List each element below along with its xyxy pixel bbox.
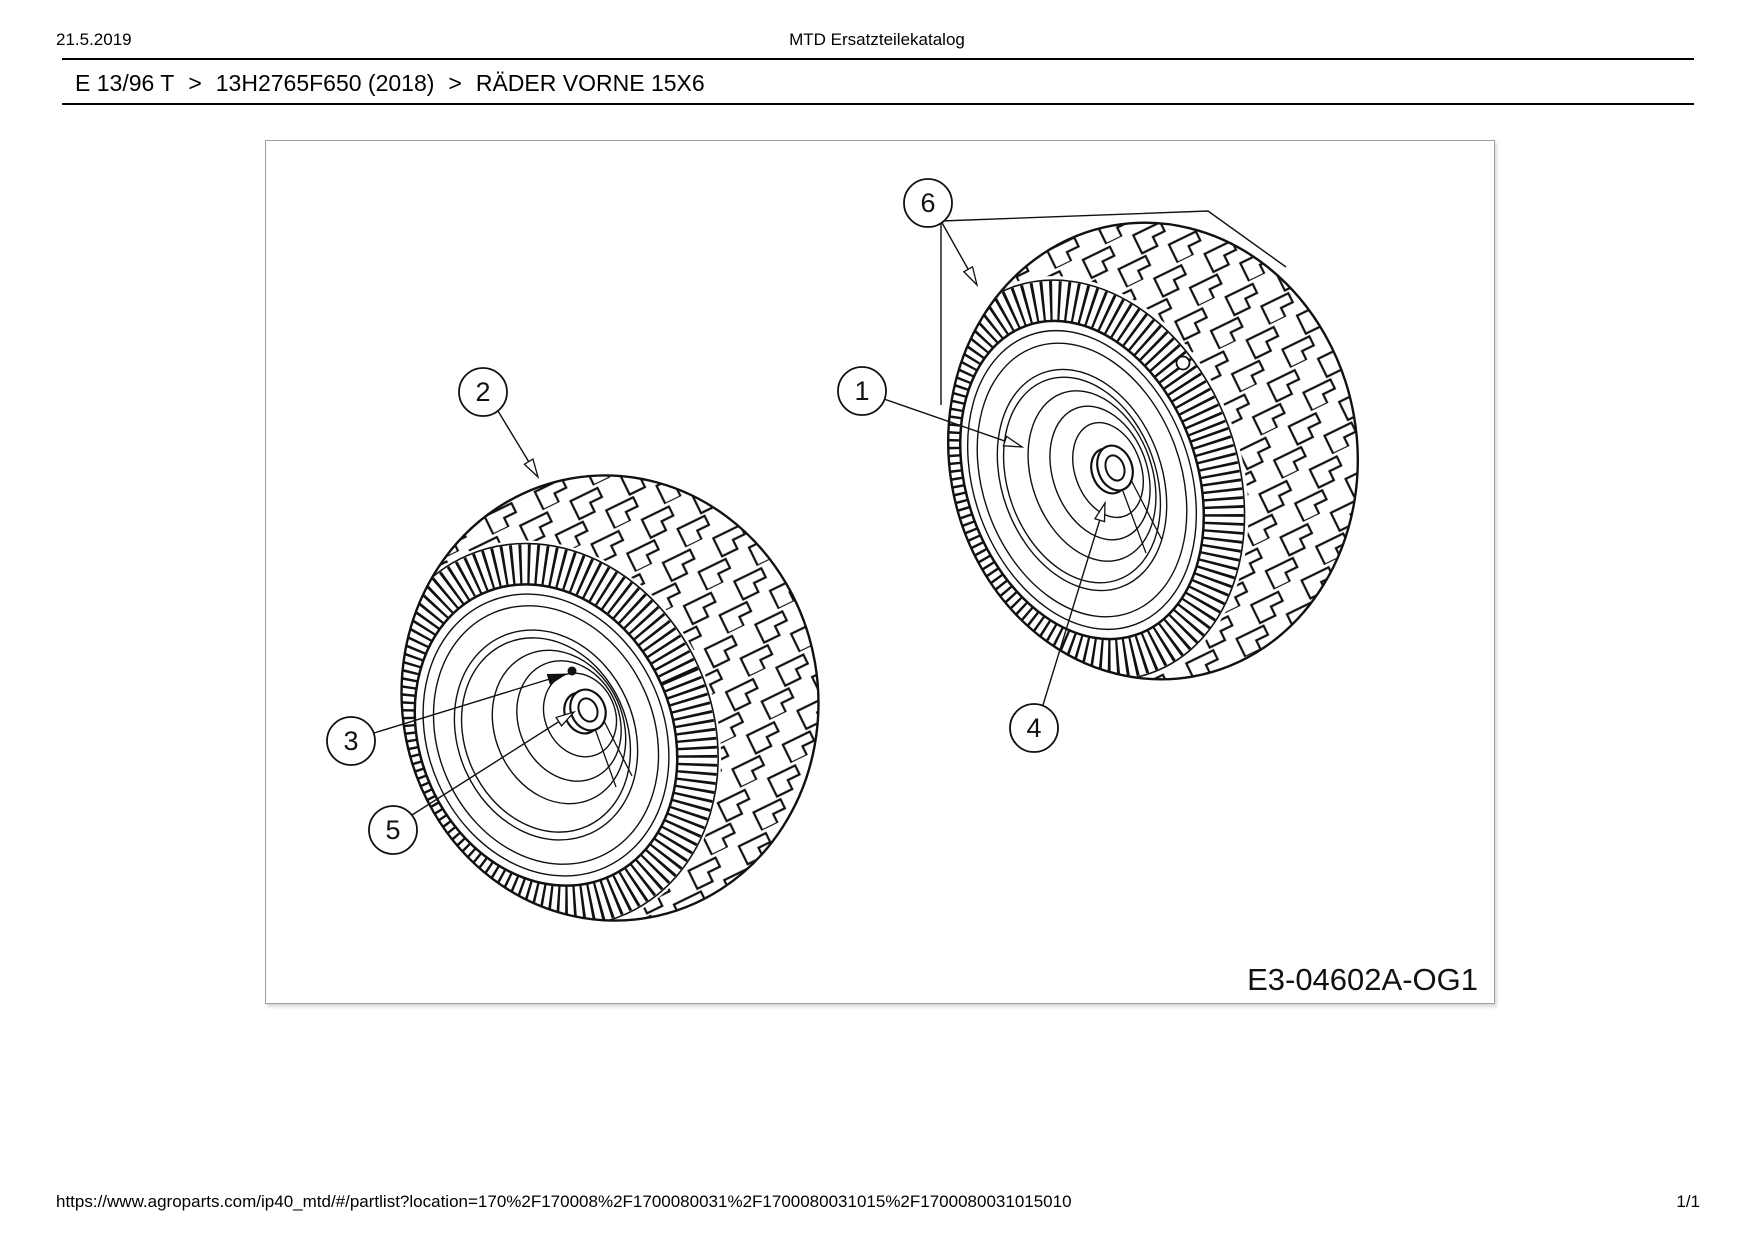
callout-3[interactable] xyxy=(327,717,375,765)
footer-page-number: 1/1 xyxy=(1676,1192,1700,1211)
parts-diagram xyxy=(266,141,1492,1001)
callout-1[interactable] xyxy=(838,367,886,415)
header-date: 21.5.2019 xyxy=(56,30,132,49)
breadcrumb-separator: > xyxy=(448,70,462,96)
breadcrumb-item-assembly: RÄDER VORNE 15X6 xyxy=(475,70,705,96)
callout-2[interactable] xyxy=(459,368,507,416)
svg-text:1: 1 xyxy=(854,376,870,406)
breadcrumb-divider xyxy=(62,103,1694,105)
parts-diagram-panel xyxy=(265,140,1495,1004)
valve-stem-left xyxy=(568,667,577,676)
svg-text:5: 5 xyxy=(385,815,401,845)
diagram-code: E3-04602A-OG1 xyxy=(1247,962,1478,997)
leader-6-arrow xyxy=(941,221,977,285)
breadcrumb xyxy=(75,70,705,97)
svg-text:4: 4 xyxy=(1026,713,1042,743)
breadcrumb-item-model: E 13/96 T xyxy=(75,70,175,96)
tread-hole-right xyxy=(1177,357,1190,370)
header-divider xyxy=(62,58,1694,60)
svg-text:6: 6 xyxy=(920,188,936,218)
svg-text:2: 2 xyxy=(475,377,491,407)
breadcrumb-item-serial: 13H2765F650 (2018) xyxy=(215,70,435,96)
callout-5[interactable] xyxy=(369,806,417,854)
front-wheel-right xyxy=(860,190,1393,731)
svg-text:3: 3 xyxy=(343,726,359,756)
leader-2 xyxy=(498,411,538,477)
breadcrumb-separator: > xyxy=(188,70,202,96)
callout-6[interactable] xyxy=(904,179,952,227)
header-title: MTD Ersatzteilekatalog xyxy=(789,30,965,49)
front-wheel-left xyxy=(310,442,854,986)
callout-4[interactable] xyxy=(1010,704,1058,752)
footer-url: https://www.agroparts.com/ip40_mtd/#/partlist?location=170%2F170008%2F1700080031%2F1700080031015%2F1700080031015010 xyxy=(56,1192,1072,1211)
